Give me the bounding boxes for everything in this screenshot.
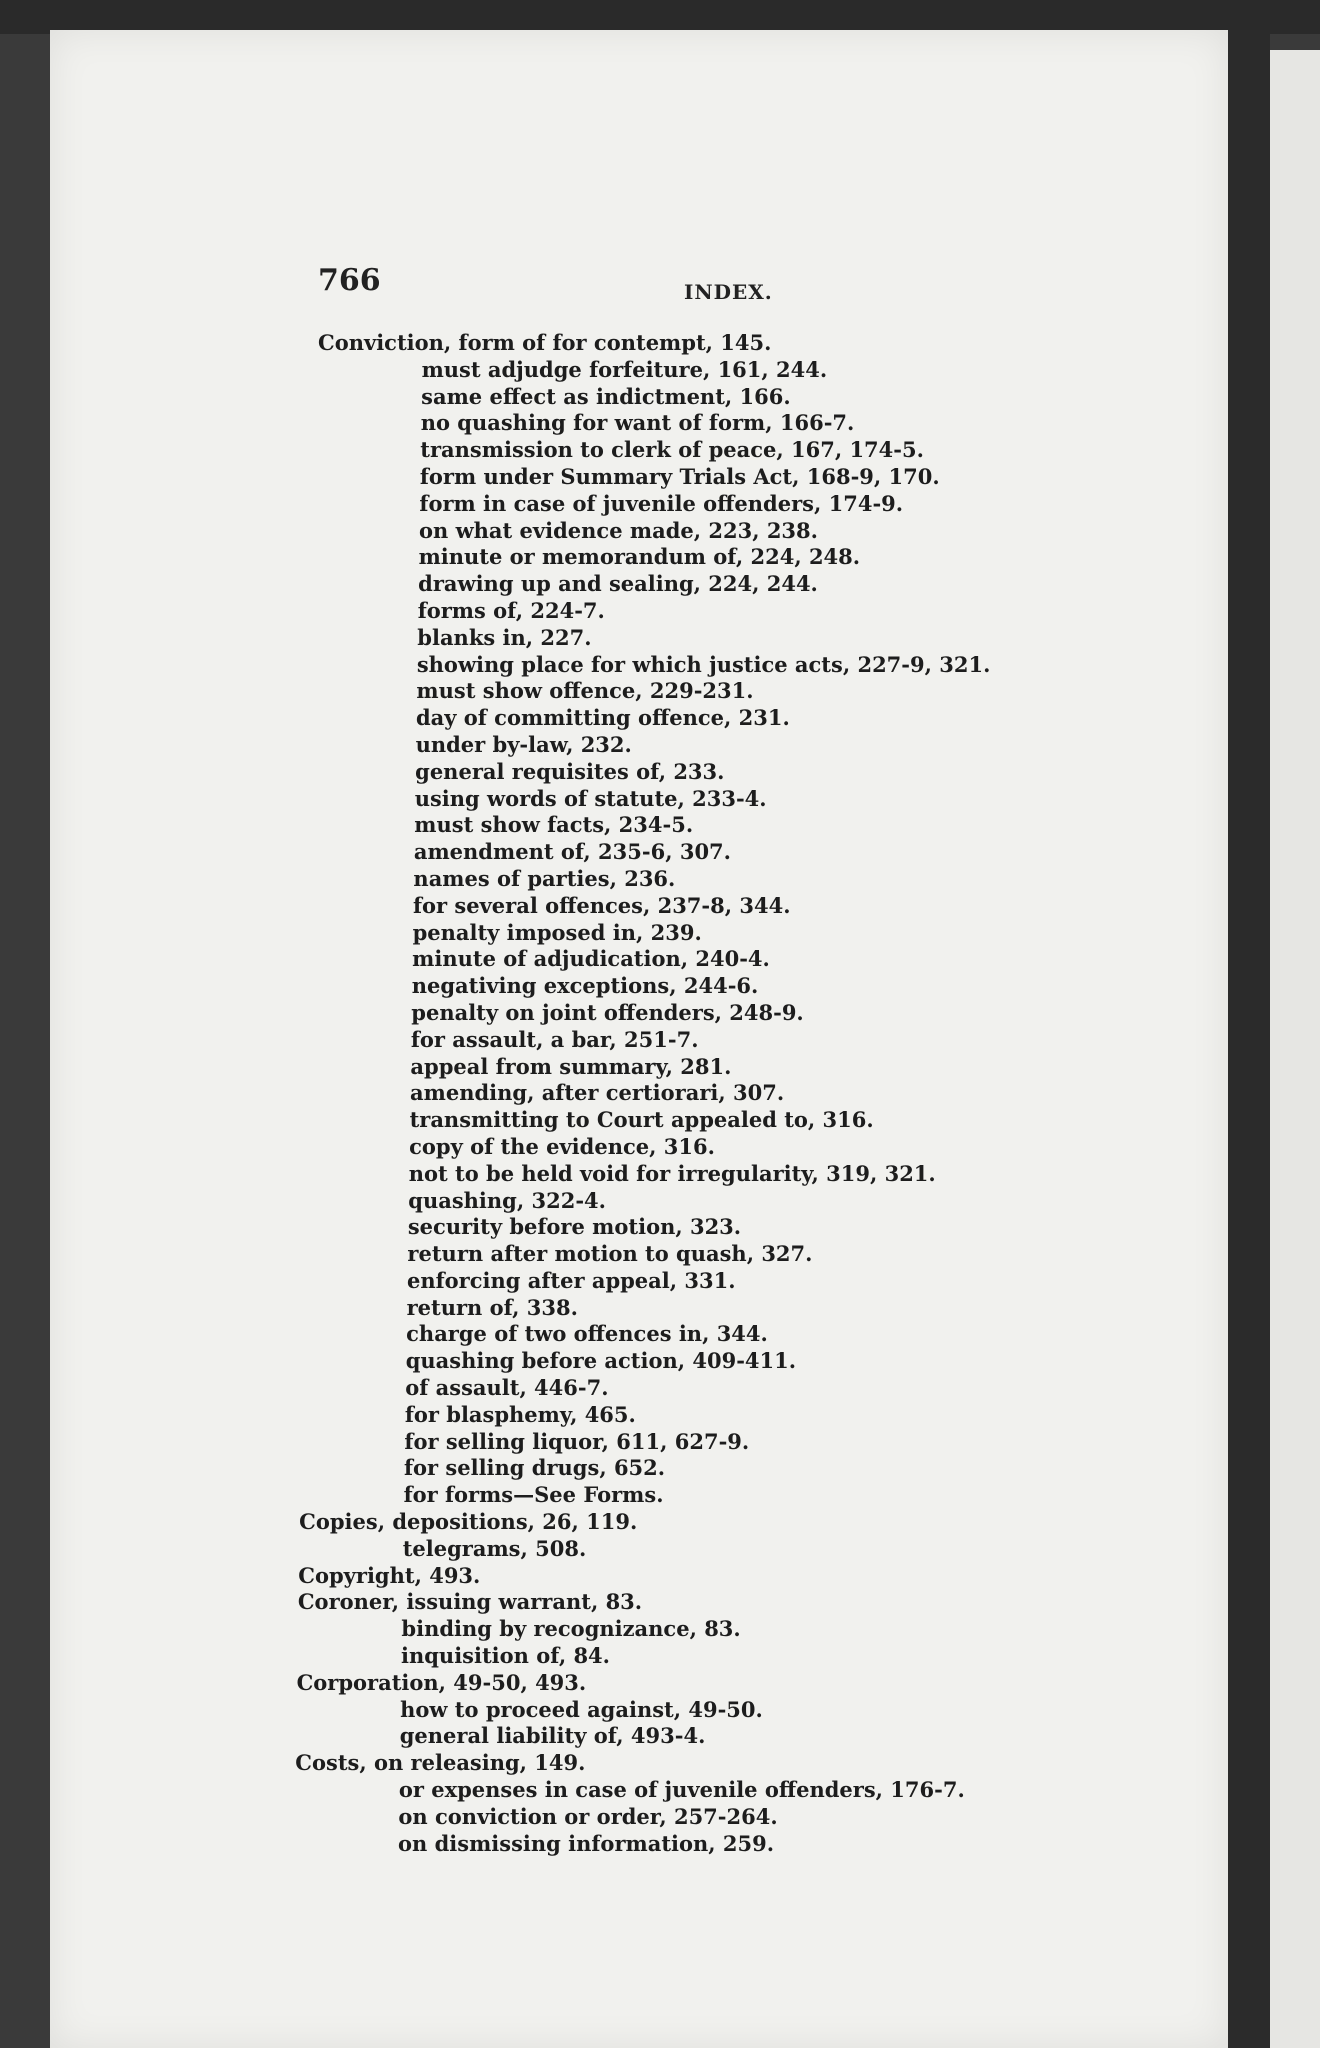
index-subentry: on conviction or order, 257-264. [398,1803,778,1829]
index-subentry: quashing, 322-4. [408,1187,606,1213]
running-head: INDEX. [684,280,773,304]
index-subentry: showing place for which justice acts, 227-9, 321. [416,651,991,677]
index-subentry: security before motion, 323. [407,1214,742,1240]
index-subentry: for forms—See Forms. [403,1482,664,1508]
facing-page-edge [1270,50,1320,2048]
index-subentry: for selling drugs, 652. [404,1455,666,1481]
index-subentry: charge of two offences in, 344. [406,1321,768,1347]
index-subentry: return of, 338. [406,1294,578,1320]
index-subentry: must show offence, 229-231. [416,678,754,704]
index-subentry: on dismissing information, 259. [398,1830,775,1856]
index-entries [0,330,1200,1856]
index-subentry: forms of, 224-7. [417,597,605,623]
index-subentry: copy of the evidence, 316. [409,1133,715,1159]
index-subentry: blanks in, 227. [417,624,592,650]
index-subentry: inquisition of, 84. [401,1643,610,1669]
index-subentry: return after motion to quash, 327. [407,1241,813,1267]
index-subentry: of assault, 446-7. [405,1375,609,1401]
index-heading: Coroner, issuing warrant, 83. [297,1589,643,1615]
index-subentry: enforcing after appeal, 331. [407,1267,736,1293]
index-subentry: penalty on joint offenders, 248-9. [411,999,804,1025]
index-subentry: names of parties, 236. [413,865,676,891]
index-subentry: transmission to clerk of peace, 167, 174-5. [420,437,924,463]
book-gutter [1228,30,1270,2048]
index-subentry: for selling liquor, 611, 627-9. [404,1428,750,1454]
index-subentry: appeal from summary, 281. [410,1053,732,1079]
index-subentry: minute or memorandum of, 224, 248. [418,544,861,570]
index-subentry: quashing before action, 409-411. [405,1348,797,1374]
index-subentry: must show facts, 234-5. [414,812,694,838]
index-subentry: no quashing for want of form, 166-7. [420,410,855,436]
index-subentry: telegrams, 508. [402,1535,587,1561]
index-heading: Conviction, form of for contempt, 145. [318,330,772,355]
index-subentry: form under Summary Trials Act, 168-9, 170. [419,463,940,489]
page-number: 766 [318,263,381,298]
index-heading: Costs, on releasing, 149. [295,1750,586,1776]
index-subentry: for assault, a bar, 251-7. [410,1026,699,1052]
index-subentry: day of committing offence, 231. [416,705,790,731]
index-subentry: transmitting to Court appealed to, 316. [409,1107,874,1133]
index-heading: Corporation, 49-50, 493. [296,1669,587,1695]
index-subentry: same effect as indictment, 166. [421,383,791,409]
index-subentry: amendment of, 235-6, 307. [413,839,731,865]
index-subentry: not to be held void for irregularity, 319, 321. [408,1160,936,1186]
index-subentry: how to proceed against, 49-50. [400,1696,763,1722]
index-subentry: on what evidence made, 223, 238. [419,517,818,543]
scan-background-top [0,0,1320,34]
index-subentry: general liability of, 493-4. [399,1723,706,1749]
index-subentry: using words of statute, 233-4. [414,785,767,811]
index-heading: Copies, depositions, 26, 119. [299,1509,638,1535]
index-subentry: drawing up and sealing, 224, 244. [418,571,818,597]
index-subentry: penalty imposed in, 239. [412,919,702,945]
index-subentry: for several offences, 237-8, 344. [413,892,791,918]
index-subentry: or expenses in case of juvenile offenders, 176-7. [398,1777,965,1803]
index-subentry: for blasphemy, 465. [404,1401,636,1427]
index-subentry: binding by recognizance, 83. [401,1616,741,1642]
index-subentry: must adjudge forfeiture, 161, 244. [421,356,828,382]
index-subentry: minute of adjudication, 240-4. [412,946,770,972]
index-subentry: amending, after certiorari, 307. [410,1080,785,1106]
index-subentry: general requisites of, 233. [415,758,725,784]
index-subentry: negativing exceptions, 244-6. [411,973,759,999]
index-subentry: under by-law, 232. [415,731,632,757]
index-heading: Copyright, 493. [298,1562,481,1588]
index-subentry: form in case of juvenile offenders, 174-9. [419,490,904,516]
